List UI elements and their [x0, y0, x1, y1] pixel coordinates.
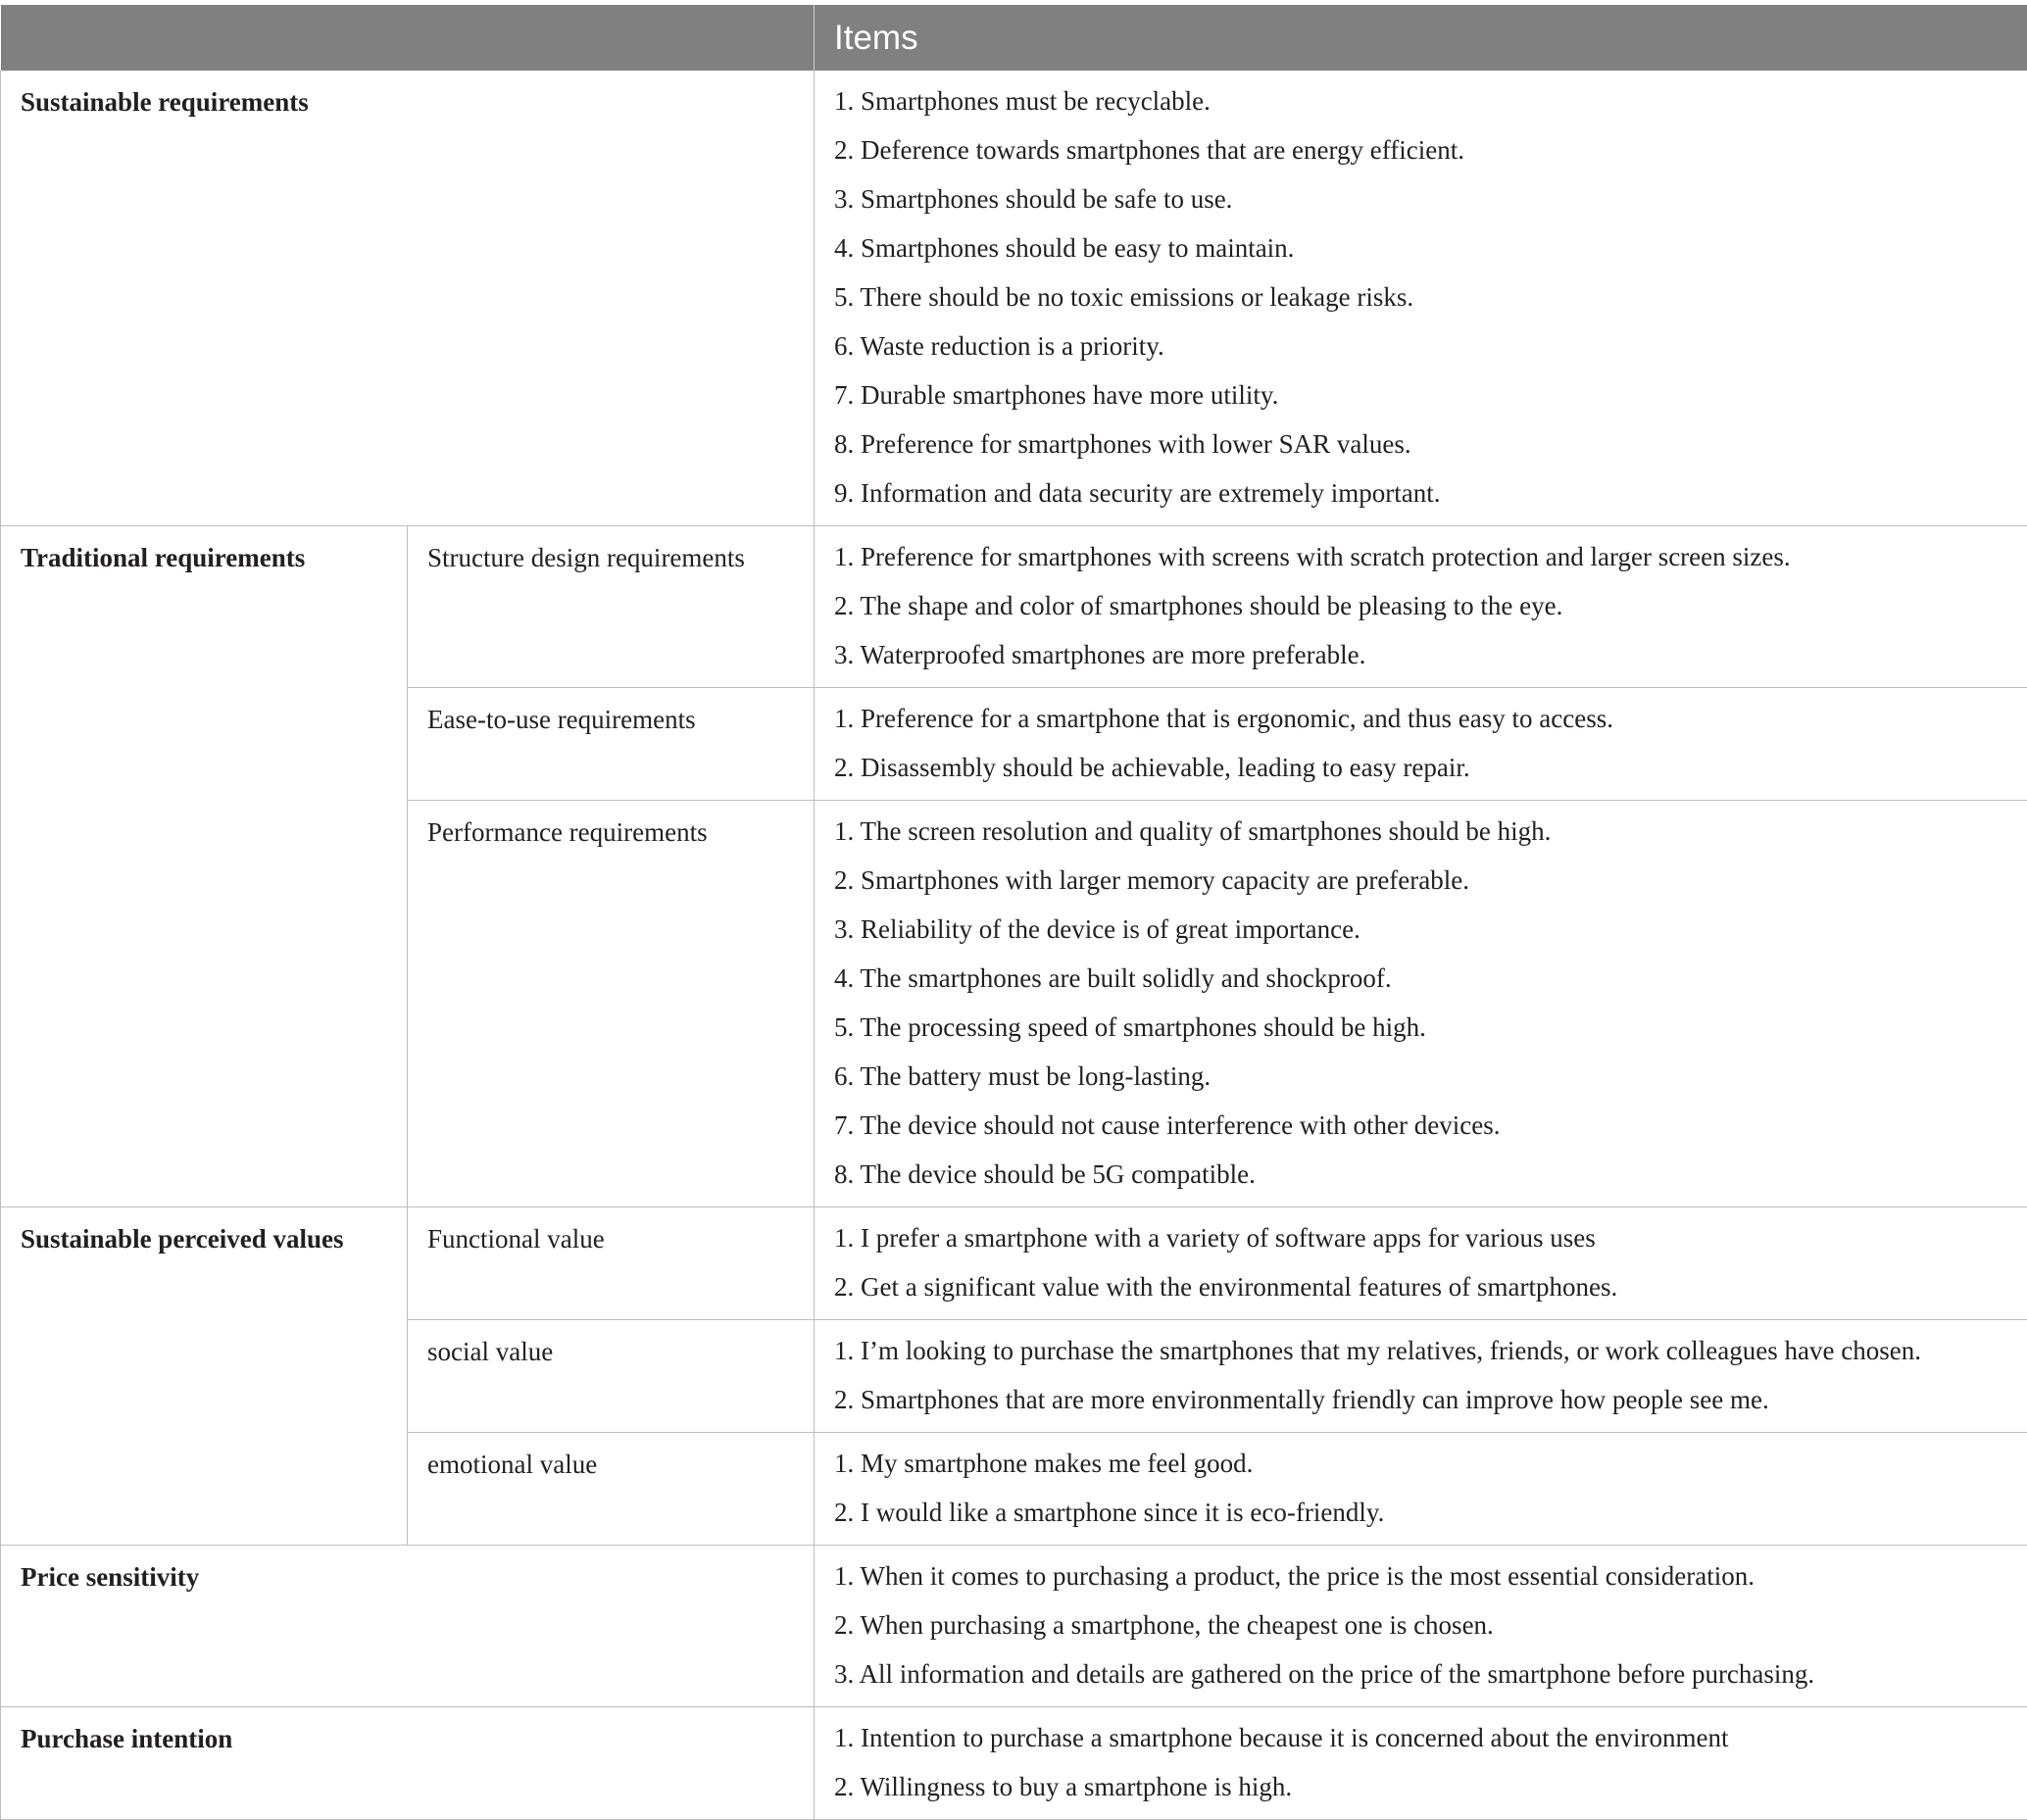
item: 1. The screen resolution and quality of smartphones should be high.	[834, 807, 2027, 856]
construct-sustainable-requirements: Sustainable requirements	[1, 71, 815, 526]
item: 9. Information and data security are extremely important.	[834, 468, 2027, 517]
item: 2. Disassembly should be achievable, leading to easy repair.	[834, 743, 2027, 792]
sub-social-value: social value	[408, 1320, 815, 1433]
item: 3. All information and details are gathered on the price of the smartphone before purchasing.	[834, 1649, 2027, 1698]
item: 1. My smartphone makes me feel good.	[834, 1439, 2027, 1488]
item: 1. Smartphones must be recyclable.	[834, 76, 2027, 125]
item: 2. Willingness to buy a smartphone is high.	[834, 1762, 2027, 1811]
header-items: Items	[815, 5, 2027, 71]
items-structure-design	[815, 526, 2027, 688]
item: 8. The device should be 5G compatible.	[834, 1150, 2027, 1199]
sub-emotional-value: emotional value	[408, 1433, 815, 1546]
item: 7. Durable smartphones have more utility.	[834, 370, 2027, 419]
item: 2. When purchasing a smartphone, the cheapest one is chosen.	[834, 1600, 2027, 1649]
items-purchase-intention	[815, 1707, 2027, 1820]
item: 5. The processing speed of smartphones should be high.	[834, 1003, 2027, 1052]
construct-sustainable-perceived-values: Sustainable perceived values	[1, 1207, 408, 1546]
item: 2. Deference towards smartphones that are energy efficient.	[834, 125, 2027, 174]
construct-purchase-intention: Purchase intention	[1, 1707, 815, 1820]
item: 8. Preference for smartphones with lower SAR values.	[834, 419, 2027, 468]
items-social-value	[815, 1320, 2027, 1433]
row-functional-value	[1, 1207, 2027, 1320]
item: 1. Intention to purchase a smartphone because it is concerned about the environment	[834, 1713, 2027, 1762]
item: 2. Smartphones that are more environmentally friendly can improve how people see me.	[834, 1375, 2027, 1424]
header-blank-cell	[1, 5, 815, 71]
item: 7. The device should not cause interference with other devices.	[834, 1101, 2027, 1150]
item: 1. I’m looking to purchase the smartphones that my relatives, friends, or work colleagues have chosen.	[834, 1326, 2027, 1375]
items-performance	[815, 801, 2027, 1207]
row-structure-design	[1, 526, 2027, 688]
item: 2. Smartphones with larger memory capacity are preferable.	[834, 856, 2027, 905]
item: 4. Smartphones should be easy to maintain.	[834, 223, 2027, 272]
sub-functional-value: Functional value	[408, 1207, 815, 1320]
header-row	[1, 5, 2027, 71]
items-table	[0, 5, 2027, 1820]
item: 2. Get a significant value with the environmental features of smartphones.	[834, 1262, 2027, 1311]
item: 3. Reliability of the device is of great importance.	[834, 905, 2027, 954]
items-emotional-value	[815, 1433, 2027, 1546]
item: 2. I would like a smartphone since it is eco-friendly.	[834, 1488, 2027, 1537]
item: 3. Smartphones should be safe to use.	[834, 174, 2027, 223]
item: 1. Preference for smartphones with screens with scratch protection and larger screen sizes.	[834, 532, 2027, 581]
item: 6. Waste reduction is a priority.	[834, 321, 2027, 370]
sub-performance: Performance requirements	[408, 801, 815, 1207]
item: 5. There should be no toxic emissions or leakage risks.	[834, 272, 2027, 321]
items-sustainable-requirements	[815, 71, 2027, 526]
items-price-sensitivity	[815, 1546, 2027, 1707]
sub-ease-to-use: Ease-to-use requirements	[408, 688, 815, 801]
row-purchase-intention	[1, 1707, 2027, 1820]
row-price-sensitivity	[1, 1546, 2027, 1707]
item: 3. Waterproofed smartphones are more preferable.	[834, 630, 2027, 679]
items-functional-value	[815, 1207, 2027, 1320]
item: 1. When it comes to purchasing a product, the price is the most essential consideration.	[834, 1551, 2027, 1600]
items-ease-to-use	[815, 688, 2027, 801]
row-sustainable-requirements	[1, 71, 2027, 526]
item: 2. The shape and color of smartphones should be pleasing to the eye.	[834, 581, 2027, 630]
table-header	[1, 5, 2027, 71]
table-body	[1, 71, 2027, 1820]
item: 1. I prefer a smartphone with a variety of software apps for various uses	[834, 1213, 2027, 1262]
item: 4. The smartphones are built solidly and shockproof.	[834, 954, 2027, 1003]
item: 1. Preference for a smartphone that is ergonomic, and thus easy to access.	[834, 694, 2027, 743]
construct-traditional-requirements: Traditional requirements	[1, 526, 408, 1207]
sub-structure-design: Structure design requirements	[408, 526, 815, 688]
item: 6. The battery must be long-lasting.	[834, 1052, 2027, 1101]
construct-price-sensitivity: Price sensitivity	[1, 1546, 815, 1707]
